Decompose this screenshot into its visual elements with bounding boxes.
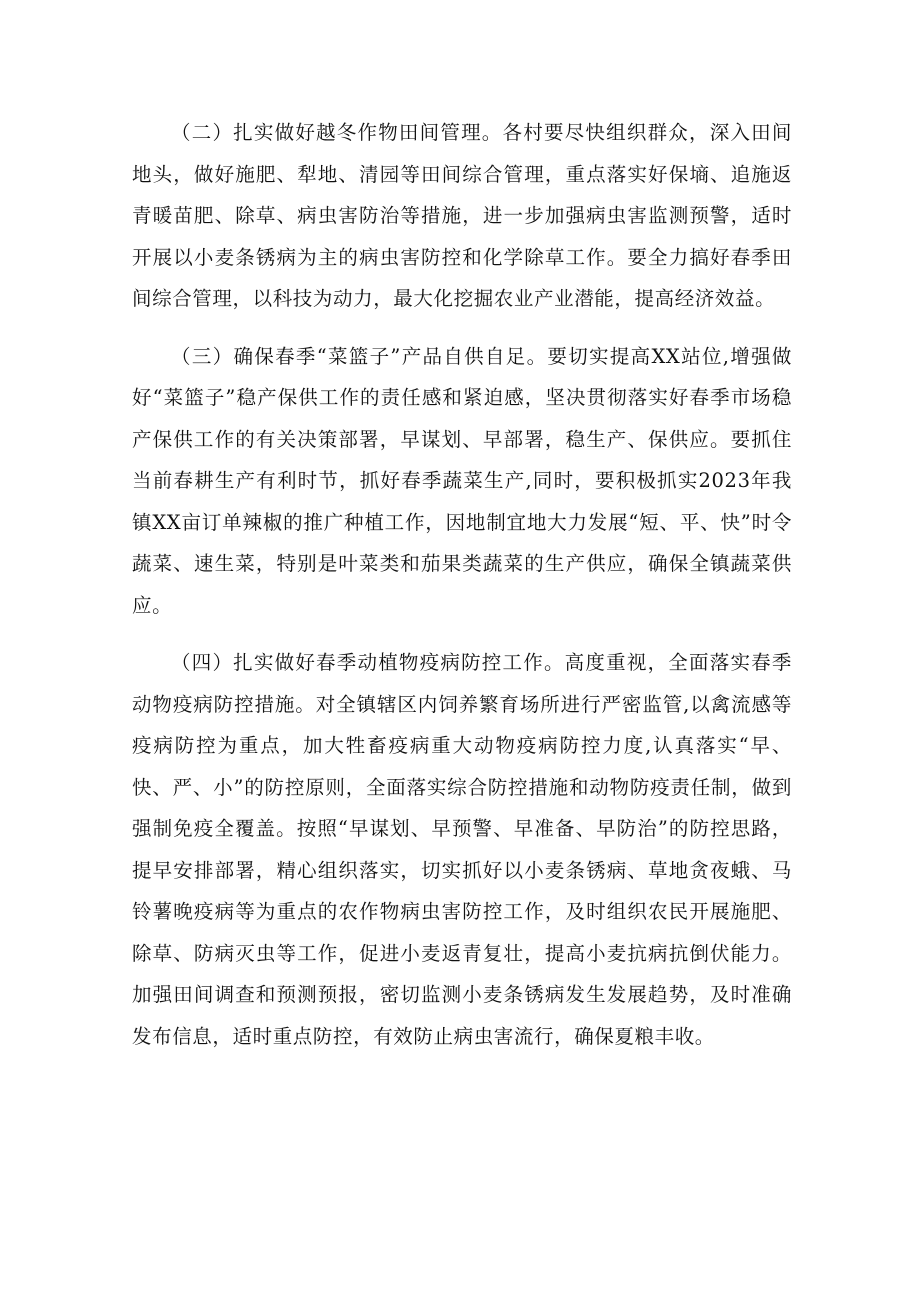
- paragraph-disease-prevention: （四）扎实做好春季动植物疫病防控工作。高度重视，全面落实春季动物疫病防控措施。对全镇辖区内饲养繁育场所进行严密监管,以禽流感等疫病防控为重点，加大牲畜疫病重大动物疫病防控力度,认真落实“早、快、严、小”的防控原则，全面落实综合防控措施和动物防疫责任制，做到强制免疫全覆盖。按照“早谋划、早预警、早准备、早防治”的防控思路，提早安排部署，精心组织落实，切实抓好以小麦条锈病、草地贪夜蛾、马铃薯晚疫病等为重点的农作物病虫害防控工作，及时组织农民开展施肥、除草、防病灭虫等工作，促进小麦返青复壮，提高小麦抗病抗倒伏能力。加强田间调查和预测预报，密切监测小麦条锈病发生发展趋势，及时准确发布信息，适时重点防控，有效防止病虫害流行，确保夏粮丰收。: [132, 651, 792, 1048]
- paragraph-winter-crop-management: （二）扎实做好越冬作物田间管理。各村要尽快组织群众，深入田间地头，做好施肥、犁地、清园等田间综合管理，重点落实好保墒、追施返青暖苗肥、除草、病虫害防治等措施，进一步加强病虫害监测预警，适时开展以小麦条锈病为主的病虫害防控和化学除草工作。要全力搞好春季田间综合管理，以科技为动力，最大化挖掘农业产业潜能，提高经济效益。: [132, 121, 792, 310]
- document-body: [132, 112, 792, 1073]
- paragraph-vegetable-basket-supply: （三）确保春季“菜篮子”产品自供自足。要切实提高XX站位,增强做好“菜篮子”稳产保供工作的责任感和紧迫感，坚决贯彻落实好春季市场稳产保供工作的有关决策部署，早谋划、早部署，稳生产、保供应。要抓住当前春耕生产有利时节，抓好春季蔬菜生产,同时，要积极抓实2023年我镇XX亩订单辣椒的推广种植工作，因地制宜地大力发展“短、平、快”时令蔬菜、速生菜，特别是叶菜类和茄果类蔬菜的生产供应，确保全镇蔬菜供应。: [132, 344, 792, 617]
